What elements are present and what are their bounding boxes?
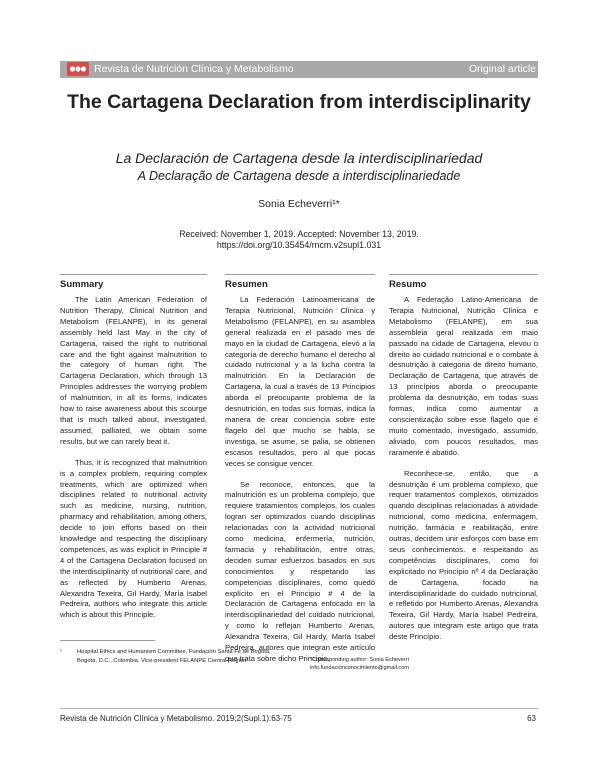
- correspondence-note: [310, 656, 510, 672]
- received-accepted-dates: Received: November 1, 2019. Accepted: November 13, 2019.: [179, 229, 419, 239]
- journal-citation: Revista de Nutrición Clínica y Metabolismo. 2019;2(Supl.1):63-75: [60, 714, 292, 723]
- resumen-paragraph: Se reconoce, entonces, que la malnutrición es un problema complejo, que requiere tratamientos complejos, los cuales logran ser optimizados cuando disciplinas relacionadas con la actividad nutricional como medicina, enfermería, nutrición, farmacia y rehabilitación, entre otras, deciden sumar esfuerzos basados en sus conocimientos y respetando las competencias disciplinares, como quedó explícito en el Principio # 4 de la Declaración de Cartagena enfocado en la interdisciplinariedad del cuidado nutricional, y como lo reflejan Humberto Arenas, Alexandra Texeira, Gil Hardy, María Isabel Pedreira, autores que integran este artículo que trata sobre dicho Principio.: [225, 479, 375, 663]
- resumo-heading: Resumo: [389, 279, 427, 290]
- doi-link[interactable]: https://doi.org/10.35454/rncm.v2supl1.031: [216, 240, 382, 250]
- corresponding-author: *Corresponding author: Sonia Echeverri: [310, 657, 409, 663]
- resumen-rule: [225, 274, 375, 275]
- footer-rule: [60, 708, 538, 709]
- subtitles: [60, 149, 538, 185]
- summary-body: [60, 295, 207, 631]
- resumen-heading: Resumen: [225, 279, 268, 290]
- summary-paragraph: Thus, it is recognized that malnutrition is a complex problem, requiring complex treatments, which are optimized when disciplines related to nutritional activity such as medicine, nursing, nutrition, pharmacy and rehabilitation, among others, decide to join efforts based on their knowledge and respecting the disciplinary competences, as was explicit in Principle # 4 of the Cartagena Declaration focused on the interdisciplinarity of nutritional care, and as reflected by Humberto Arenas, Alexandra Texeira, Gil Hardy, María Isabel Pedreira, authors who integrate this article which is about this Principle.: [60, 457, 207, 620]
- summary-paragraph: The Latin American Federation of Nutrition Therapy, Clinical Nutrition and Metabolism (FELANPE), in its general assembly held last May in the city of Cartagena, raised the right to nutritional care and the fight against malnutrition to the category of human right. The Cartagena Declaration, which through 13 Principles addresses the worrying problem of malnutrition, in all its forms, indicates how to raise awareness about this scourge that is much talked about, investigated, assumed, palliated, we obtain some results, but we can rarely beat it.: [60, 295, 207, 446]
- affiliation-footnote: [60, 648, 290, 665]
- article-title: The Cartagena Declaration from interdisciplinarity: [67, 91, 531, 113]
- correspondence-email[interactable]: info.fundacionconocimiento@gmail.com: [310, 665, 409, 671]
- resumen-paragraph: La Federación Latinoamericana de Terapia Nutricional, Nutrición Clínica y Metabolismo (FELANPE), en su asamblea general realizada en el pasado mes de mayo en la ciudad de Cartagena, elevó a la categoría de derecho humano el derecho al cuidado nutricional y a la lucha contra la malnutrición. En la Declaración de Cartagena, la cual a través de 13 Principios aborda el preocupante problema de la desnutrición, en todas sus formas, indica la manera de crear conciencia sobre este flagelo del que mucho se habla, se investiga, se asume, se palia, se obtienen escasos resultados, pero al que pocas veces se consigue vencer.: [225, 295, 375, 468]
- journal-name: Revista de Nutrición Clínica y Metabolismo: [94, 63, 294, 75]
- resumo-paragraph: Reconhece-se, então, que a desnutrição é um problema complexo, que requer tratamentos complexos, otimizados quando disciplinas relacionadas à atividade nutricional, como medicina, enfermagem, nutrição, farmácia e reabilitação, entre outras, decidem unir esforços com base em seus conhecimentos. e respeitando as competências disciplinares, como foi explicitado no Princípio nº 4 da Declaração de Cartagena, focado na interdisciplinaridade do cuidado nutricional, e refletido por Humberto Arenas, Alexandra Texeira, Gil Hardy, María Isabel Pedreira, autores que integram este artigo que trata deste Princípio.: [389, 468, 538, 642]
- author-name: Sonia Echeverri¹*: [258, 198, 340, 210]
- footnote-text: Hospital Ethics and Humanism Committee, Fundación Santa Fe de Bogotá, Bogotá, D.C., Colombia. Vice-president FELANPE Central Region: [77, 649, 271, 664]
- subtitle-portuguese: A Declaração de Cartagena desde a interdisciplinariedade: [137, 169, 461, 183]
- article-type-label: Original article: [468, 63, 536, 75]
- resumo-rule: [389, 274, 538, 275]
- summary-rule: [60, 274, 207, 275]
- resumen-body: [225, 295, 375, 675]
- footnote-mark: ¹: [60, 649, 62, 655]
- resumo-body: [389, 295, 538, 653]
- resumo-paragraph: A Federação Latino-Americana de Terapia Nutricional, Nutrição Clínica e Metabolismo (FELANPE), em sua assembleia geral realizada em maio passado na cidade de Cartagena, elevou o direito ao cuidado nutricional e o combate à desnutrição à categoria de direito humano, Declaração de Cartagena, que através de 13 princípios aborda o preocupante problema da desnutrição, em todas suas formas, indica como aumentar a conscientização sobre esse flagelo que é muito comentado, investigado, assumido, aliviado, com poucos resultados, mas raramente é abatido.: [389, 295, 538, 457]
- journal-logo-icon: [67, 62, 89, 76]
- page-number: 63: [527, 714, 536, 723]
- article-dates: [60, 229, 538, 251]
- summary-heading: Summary: [60, 279, 104, 290]
- footnote-rule: [60, 640, 155, 641]
- subtitle-spanish: La Declaración de Cartagena desde la interdisciplinariedad: [115, 150, 483, 166]
